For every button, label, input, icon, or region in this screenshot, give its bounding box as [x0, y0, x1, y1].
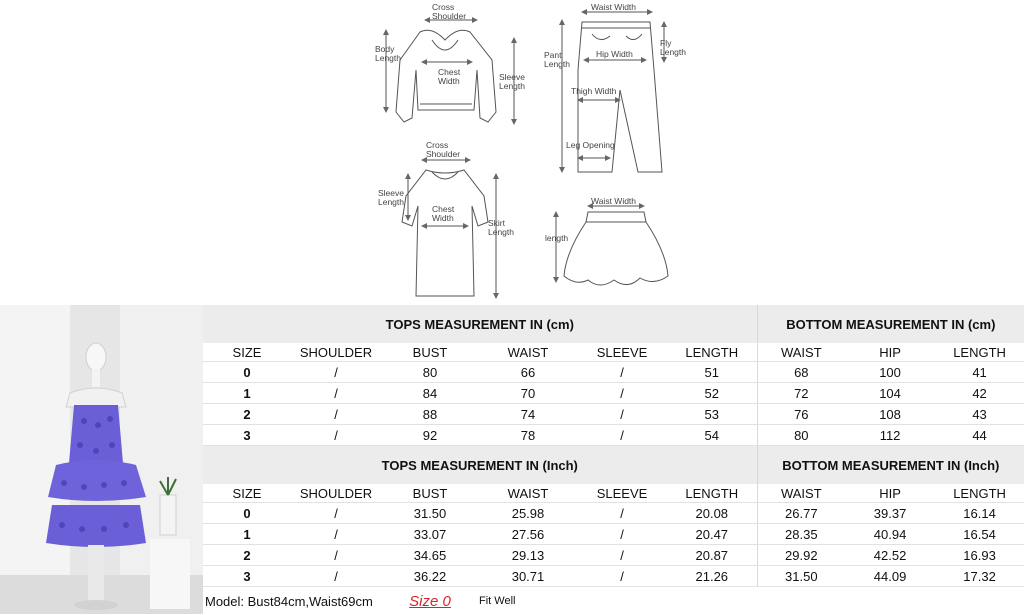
- size-cell: 0: [203, 362, 291, 383]
- column-header: WAIST: [479, 484, 577, 503]
- measurement-cell: 104: [845, 383, 935, 404]
- column-header: HIP: [845, 343, 935, 362]
- measurement-cell: 42: [935, 383, 1024, 404]
- inch_table-bottom-title: BOTTOM MEASUREMENT IN (Inch): [757, 446, 1024, 485]
- measurement-cell: 112: [845, 425, 935, 446]
- label-chest-width: Chest: [438, 67, 461, 77]
- measurement-cell: 42.52: [845, 545, 935, 566]
- cm_table-title-row: [203, 305, 1024, 343]
- label-dress-chest-width-2: Width: [432, 213, 454, 223]
- cm_table-tops-title: TOPS MEASUREMENT IN (cm): [203, 305, 757, 343]
- measurement-cell: 36.22: [381, 566, 479, 587]
- label-skirt-length: Skirt: [488, 218, 506, 228]
- column-header: LENGTH: [935, 343, 1024, 362]
- column-header: WAIST: [757, 343, 845, 362]
- mannequin-image: [0, 305, 203, 614]
- garment-sketches: [0, 0, 1024, 305]
- measurement-cell: 88: [381, 404, 479, 425]
- size-chart-body: [203, 305, 1024, 615]
- size-cell: 1: [203, 383, 291, 404]
- column-header: SHOULDER: [291, 484, 381, 503]
- inch_table-tops-title: TOPS MEASUREMENT IN (Inch): [203, 446, 757, 485]
- table-row: [203, 425, 1024, 446]
- empty-cell: [935, 587, 1024, 615]
- inch_table-header-row: [203, 484, 1024, 503]
- label-dress-sleeve-length: Sleeve: [378, 188, 404, 198]
- measurement-cell: /: [577, 425, 667, 446]
- model-measurements: Model: Bust84cm,Waist69cm: [203, 587, 381, 615]
- size-cell: 3: [203, 566, 291, 587]
- label-skirt-length-2: Length: [488, 227, 514, 237]
- fit-note: Fit Well: [479, 587, 577, 615]
- measurement-cell: 100: [845, 362, 935, 383]
- table-row: [203, 404, 1024, 425]
- measurement-cell: 41: [935, 362, 1024, 383]
- column-header: SIZE: [203, 343, 291, 362]
- label-pant-length-2: Length: [544, 59, 570, 69]
- measurement-cell: 27.56: [479, 524, 577, 545]
- measurement-cell: 76: [757, 404, 845, 425]
- column-header: LENGTH: [935, 484, 1024, 503]
- column-header: SLEEVE: [577, 343, 667, 362]
- measurement-cell: 66: [479, 362, 577, 383]
- size-cell: 3: [203, 425, 291, 446]
- label-skirt-length-short: length: [545, 233, 568, 243]
- column-header: LENGTH: [667, 343, 757, 362]
- measurement-cell: 16.54: [935, 524, 1024, 545]
- label-sleeve-length-2: Length: [499, 81, 525, 91]
- label-leg-opening: Leg Opening: [566, 140, 615, 150]
- label-dress-chest-width: Chest: [432, 204, 455, 214]
- measurement-cell: 33.07: [381, 524, 479, 545]
- measurement-cell: 16.93: [935, 545, 1024, 566]
- measurement-cell: /: [291, 524, 381, 545]
- measurement-cell: /: [577, 503, 667, 524]
- cm_table-header-row: [203, 343, 1024, 362]
- size-cell: 2: [203, 404, 291, 425]
- measurement-cell: 39.37: [845, 503, 935, 524]
- label-sleeve-length: Sleeve: [499, 72, 525, 82]
- measurement-cell: 78: [479, 425, 577, 446]
- measurement-cell: /: [577, 362, 667, 383]
- measurement-cell: 20.47: [667, 524, 757, 545]
- measurement-cell: /: [577, 545, 667, 566]
- size-chart-table: [203, 305, 1024, 615]
- measurement-cell: 74: [479, 404, 577, 425]
- dress-sketch: [402, 160, 496, 296]
- measurement-cell: /: [291, 362, 381, 383]
- table-row: [203, 524, 1024, 545]
- label-hip-width: Hip Width: [596, 49, 633, 59]
- measurement-cell: /: [577, 404, 667, 425]
- measurement-cell: 40.94: [845, 524, 935, 545]
- measurement-cell: /: [577, 524, 667, 545]
- column-header: SIZE: [203, 484, 291, 503]
- column-header: WAIST: [757, 484, 845, 503]
- measurement-cell: 30.71: [479, 566, 577, 587]
- model-size: Size 0: [381, 587, 479, 615]
- label-cross-shoulder-2: Shoulder: [432, 11, 466, 21]
- footer-row: [203, 587, 1024, 615]
- measurement-cell: /: [577, 383, 667, 404]
- measurement-cell: 108: [845, 404, 935, 425]
- measurement-cell: 26.77: [757, 503, 845, 524]
- size-cell: 0: [203, 503, 291, 524]
- product-photo: [0, 305, 203, 614]
- empty-cell: [757, 587, 845, 615]
- label-skirt-waist-width: Waist Width: [591, 196, 636, 206]
- label-dress-sleeve-length-2: Length: [378, 197, 404, 207]
- measurement-cell: /: [577, 566, 667, 587]
- label-dress-cross-shoulder: Cross: [426, 140, 448, 150]
- measurement-cell: /: [291, 545, 381, 566]
- measurement-cell: /: [291, 425, 381, 446]
- label-chest-width-2: Width: [438, 76, 460, 86]
- label-dress-cross-shoulder-2: Shoulder: [426, 149, 460, 159]
- measurement-cell: 92: [381, 425, 479, 446]
- measurement-cell: 44: [935, 425, 1024, 446]
- label-fly-length: Fly: [660, 38, 672, 48]
- label-pant-waist-width: Waist Width: [591, 2, 636, 12]
- column-header: WAIST: [479, 343, 577, 362]
- column-header: SLEEVE: [577, 484, 667, 503]
- measurement-cell: 17.32: [935, 566, 1024, 587]
- table-row: [203, 503, 1024, 524]
- measurement-cell: 25.98: [479, 503, 577, 524]
- column-header: BUST: [381, 484, 479, 503]
- column-header: SHOULDER: [291, 343, 381, 362]
- measurement-cell: 31.50: [381, 503, 479, 524]
- measurement-cell: 43: [935, 404, 1024, 425]
- measurement-cell: 44.09: [845, 566, 935, 587]
- label-body-length-2: Length: [375, 53, 401, 63]
- size-cell: 2: [203, 545, 291, 566]
- label-fly-length-2: Length: [660, 47, 686, 57]
- measurement-cell: 20.87: [667, 545, 757, 566]
- measurement-cell: /: [291, 566, 381, 587]
- empty-cell: [667, 587, 757, 615]
- measurement-cell: /: [291, 383, 381, 404]
- label-pant-length: Pant: [544, 50, 562, 60]
- measurement-cell: 72: [757, 383, 845, 404]
- measurement-cell: 16.14: [935, 503, 1024, 524]
- label-thigh-width: Thigh Width: [571, 86, 617, 96]
- skirt-sketch: [556, 206, 668, 285]
- measurement-cell: 34.65: [381, 545, 479, 566]
- measurement-cell: 28.35: [757, 524, 845, 545]
- empty-cell: [577, 587, 667, 615]
- measurement-cell: 54: [667, 425, 757, 446]
- measurement-cell: /: [291, 404, 381, 425]
- table-row: [203, 566, 1024, 587]
- measurement-cell: 53: [667, 404, 757, 425]
- measurement-cell: 21.26: [667, 566, 757, 587]
- empty-cell: [845, 587, 935, 615]
- measurement-cell: 29.92: [757, 545, 845, 566]
- measurement-cell: 70: [479, 383, 577, 404]
- table-row: [203, 545, 1024, 566]
- measurement-cell: 52: [667, 383, 757, 404]
- column-header: HIP: [845, 484, 935, 503]
- measurement-cell: 68: [757, 362, 845, 383]
- measurement-cell: 20.08: [667, 503, 757, 524]
- measurement-cell: 31.50: [757, 566, 845, 587]
- measurement-diagrams: [0, 0, 1024, 305]
- size-cell: 1: [203, 524, 291, 545]
- column-header: LENGTH: [667, 484, 757, 503]
- measurement-cell: 80: [757, 425, 845, 446]
- measurement-cell: /: [291, 503, 381, 524]
- measurement-cell: 51: [667, 362, 757, 383]
- column-header: BUST: [381, 343, 479, 362]
- table-row: [203, 362, 1024, 383]
- measurement-cell: 80: [381, 362, 479, 383]
- table-row: [203, 383, 1024, 404]
- label-body-length: Body: [375, 44, 395, 54]
- measurement-cell: 29.13: [479, 545, 577, 566]
- inch_table-title-row: [203, 446, 1024, 485]
- measurement-cell: 84: [381, 383, 479, 404]
- label-cross-shoulder: Cross: [432, 2, 454, 12]
- cm_table-bottom-title: BOTTOM MEASUREMENT IN (cm): [757, 305, 1024, 343]
